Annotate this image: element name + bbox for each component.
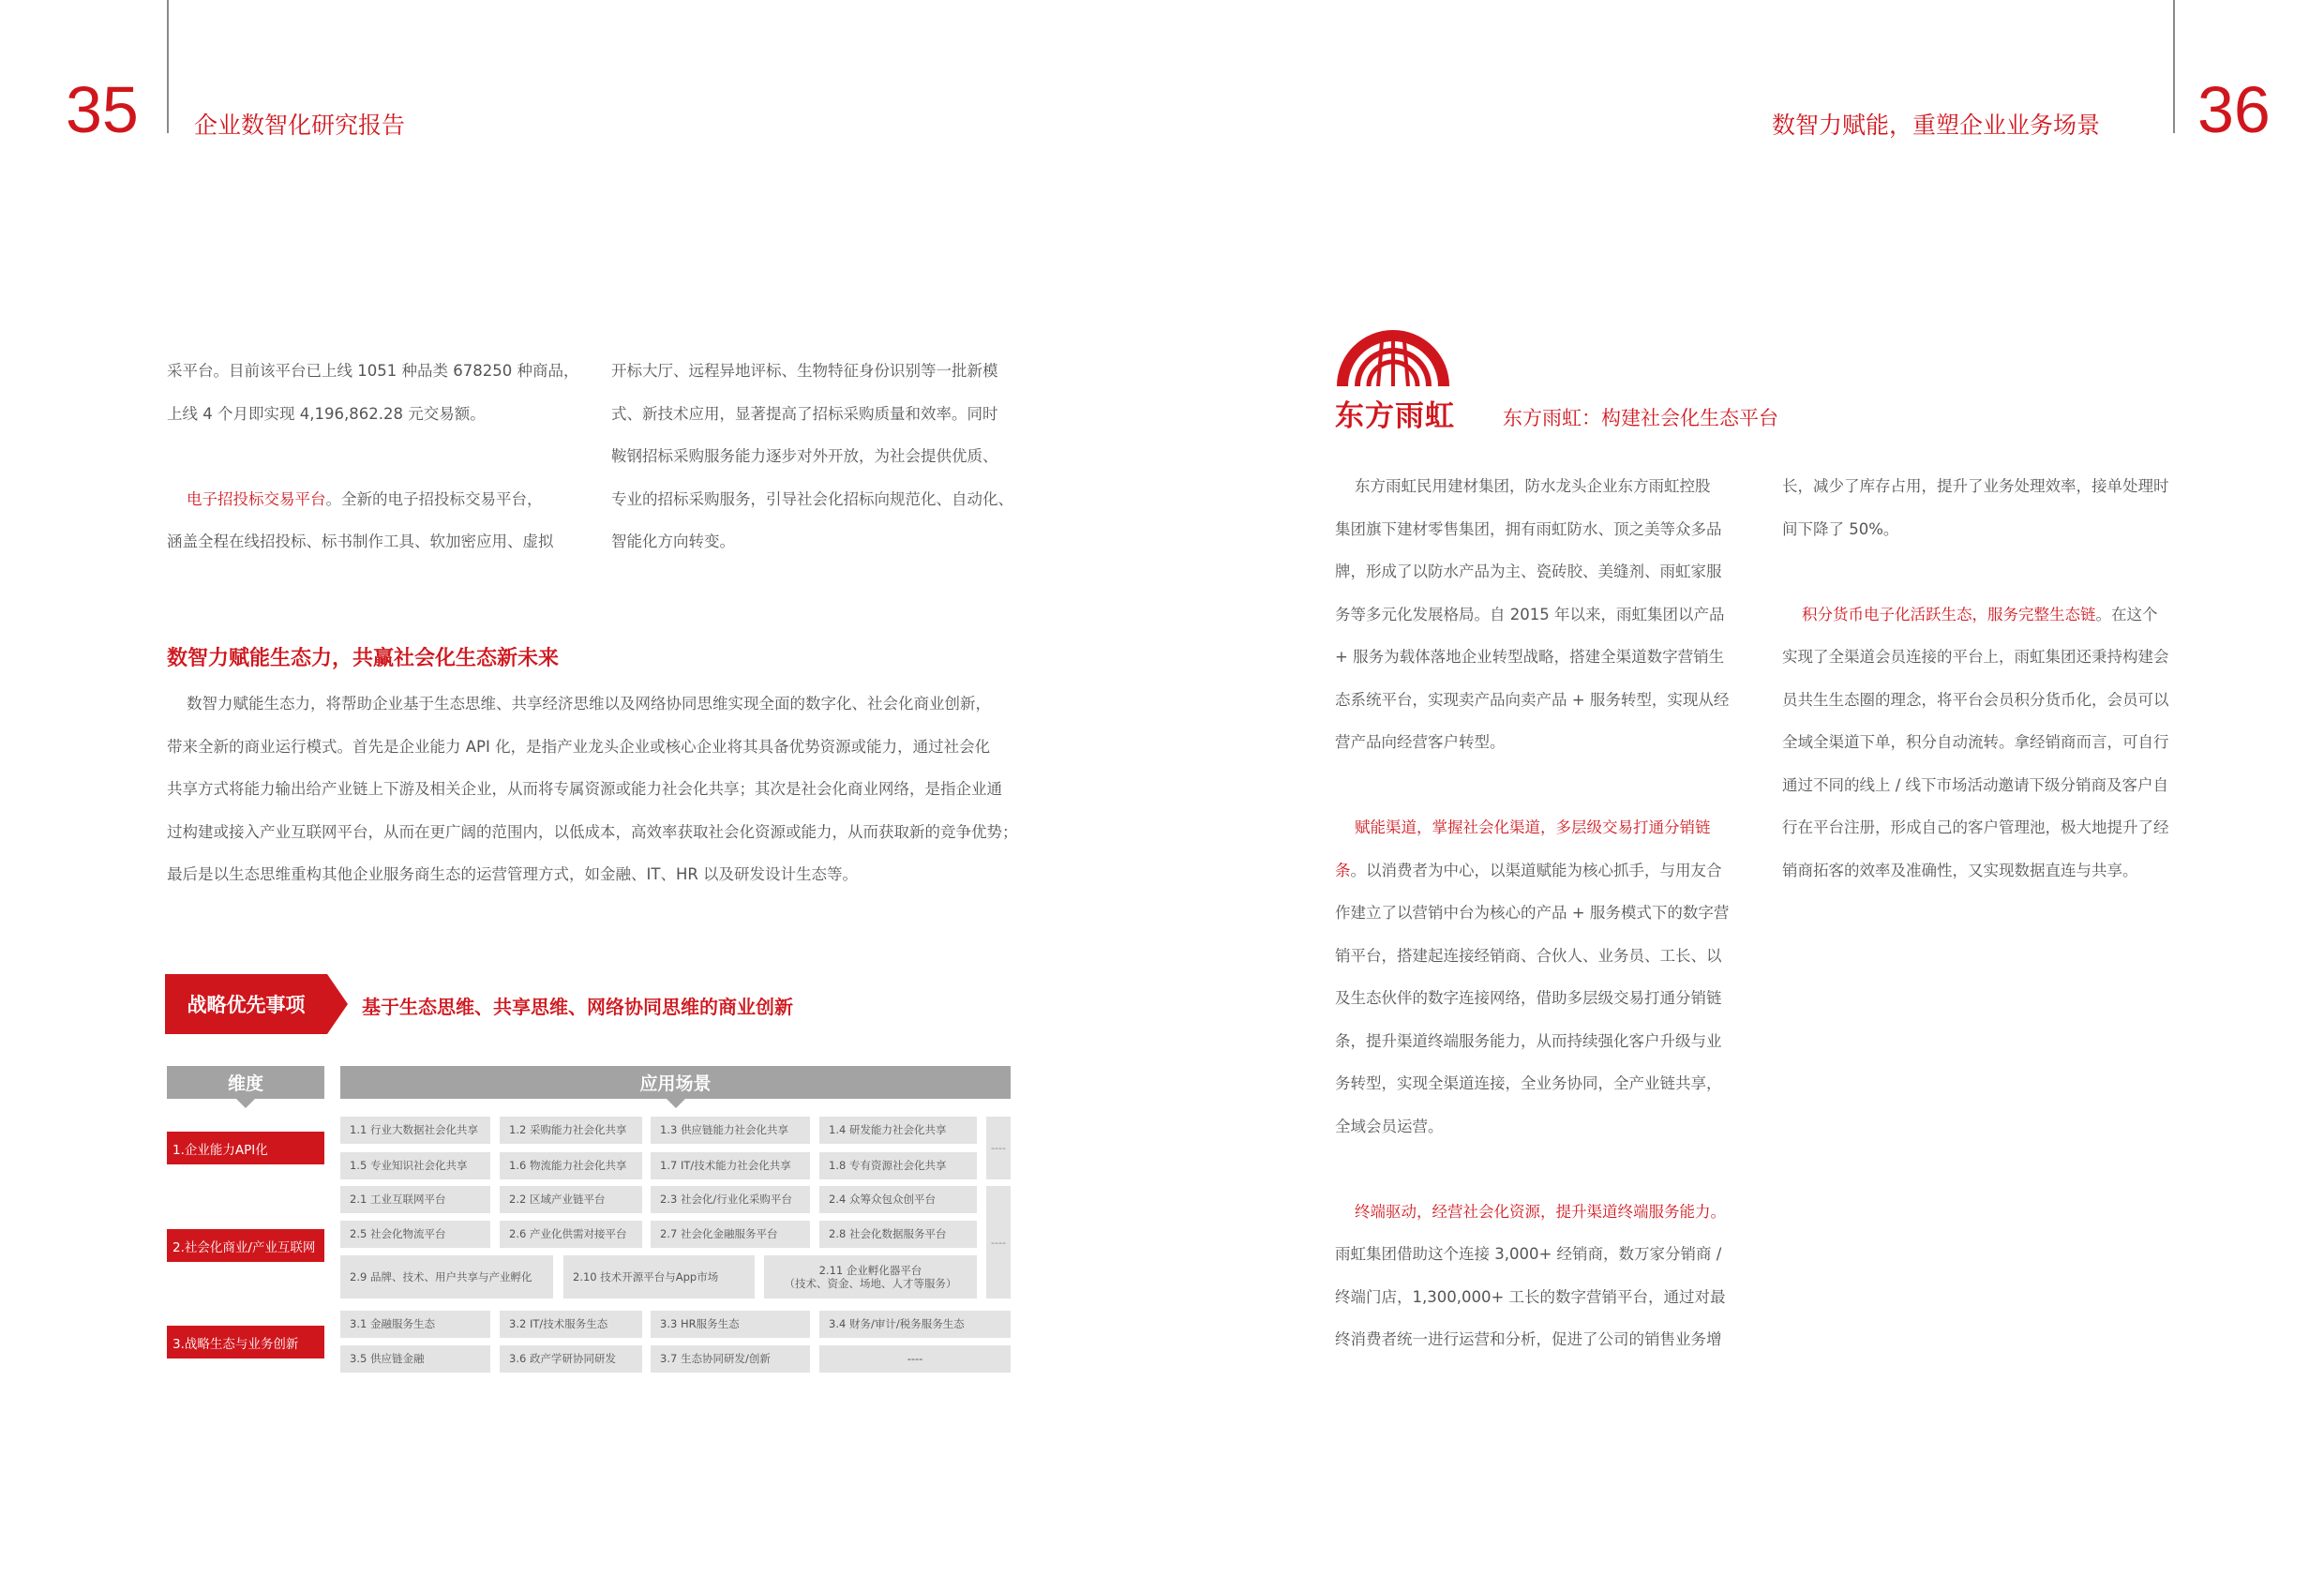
text-line: 通过不同的线上 / 线下市场活动邀请下级分销商及客户自 xyxy=(1782,775,2169,794)
scenario-cell: 1.4 研发能力社会化共享 xyxy=(819,1117,977,1144)
scenario-cell: 2.7 社会化金融服务平台 xyxy=(651,1221,810,1248)
dimension-label: 1.企业能力API化 xyxy=(167,1132,324,1164)
text-line: 条，提升渠道终端服务能力，从而持续强化客户升级与业 xyxy=(1335,1031,1722,1050)
left-col1 xyxy=(167,350,579,563)
text-line: 作建立了以营销中台为核心的产品 + 服务模式下的数字营 xyxy=(1335,904,1730,922)
text-line xyxy=(1335,849,1747,893)
para-lead: 终端驱动，经营社会化资源，提升渠道终端服务能力。 xyxy=(1335,1202,1726,1221)
blank-line xyxy=(167,435,579,478)
scenario-cell: 3.4 财务/审计/税务服务生态 xyxy=(819,1311,1011,1338)
right-header-divider xyxy=(2173,0,2175,133)
scenario-cell: 3.6 政产学研协同研发 xyxy=(500,1345,642,1373)
right-col2 xyxy=(1782,465,2195,892)
text-line: 数智力赋能生态力，将帮助企业基于生态思维、共享经济思维以及网络协同思维实现全面的数字化、社会化商业创新， xyxy=(167,695,991,713)
scenario-cell: 1.6 物流能力社会化共享 xyxy=(500,1152,642,1179)
para-rest: 。在这个 xyxy=(2095,605,2158,623)
text-line: 终消费者统一进行运营和分析，促进了公司的销售业务增 xyxy=(1335,1330,1722,1348)
scenario-cell: 2.2 区域产业链平台 xyxy=(500,1186,642,1213)
blank-line xyxy=(1335,1148,1747,1191)
scenario-cell: 3.5 供应链金融 xyxy=(340,1345,490,1373)
text-line: 全域全渠道下单，积分自动流转。拿经销商而言，可自行 xyxy=(1782,733,2169,751)
para-lead: 赋能渠道，掌握社会化渠道，多层级交易打通分销链 xyxy=(1335,818,1711,836)
text-line: 实现了全渠道会员连接的平台上，雨虹集团还秉持构建会 xyxy=(1782,648,2169,666)
text-line: 涵盖全程在线招投标、标书制作工具、软加密应用、虚拟 xyxy=(167,533,554,551)
text-line: 采平台。目前该平台已上线 1051 种品类 678250 种商品， xyxy=(167,362,579,380)
text-line: 开标大厅、远程异地评标、生物特征身份识别等一批新模 xyxy=(611,362,998,380)
scenario-cell: 2.9 品牌、技术、用户共享与产业孵化 xyxy=(340,1255,553,1298)
para-lead: 积分货币电子化活跃生态，服务完整生态链 xyxy=(1782,605,2096,623)
scenario-cell: 2.10 技术开源平台与App市场 xyxy=(563,1255,755,1298)
scenario-cell: 2.1 工业互联网平台 xyxy=(340,1186,490,1213)
scenario-cell: 3.2 IT/技术服务生态 xyxy=(500,1311,642,1338)
more-indicator: ---- xyxy=(986,1186,1011,1298)
right-col1 xyxy=(1335,465,1747,1361)
text-line: 销商拓客的效率及准确性，又实现数据直连与共享。 xyxy=(1782,861,2138,879)
dimension-label: 2.社会化商业/产业互联网 xyxy=(167,1229,324,1262)
right-page-number: 36 xyxy=(2197,73,2271,146)
left-header-divider xyxy=(167,0,169,133)
text-line: 共享方式将能力输出给产业链上下游及相关企业，从而将专属资源或能力社会化共享；其次是社会化商业网络，是指企业通 xyxy=(167,780,1002,799)
text-line: 全域会员运营。 xyxy=(1335,1117,1444,1135)
text-line: 牌，形成了以防水产品为主、瓷砖胶、美缝剂、雨虹家服 xyxy=(1335,563,1722,580)
right-running-header: 数智力赋能，重塑企业业务场景 xyxy=(1771,112,2100,139)
scenario-cell: 3.7 生态协同研发/创新 xyxy=(651,1345,810,1373)
scenario-cell: 1.3 供应链能力社会化共享 xyxy=(651,1117,810,1144)
column-header-dimension: 维度 xyxy=(167,1066,324,1099)
scenario-cell: 2.5 社会化物流平台 xyxy=(340,1221,490,1248)
section-body xyxy=(167,683,1018,896)
left-col2 xyxy=(611,350,1024,563)
text-line xyxy=(1782,593,2195,637)
scenario-cell: 2.3 社会化/行业化采购平台 xyxy=(651,1186,810,1213)
para-rest: 。以消费者为中心，以渠道赋能为核心抓手，与用友合 xyxy=(1350,861,1722,879)
scenario-cell: 3.1 金融服务生态 xyxy=(340,1311,490,1338)
strategy-tag: 战略优先事项 xyxy=(165,974,327,1034)
rainbow-arch-logo-icon xyxy=(1335,315,1451,386)
case-title: 东方雨虹：构建社会化生态平台 xyxy=(1503,407,1778,429)
text-line: 鞍钢招标采购服务能力逐步对外开放，为社会提供优质、 xyxy=(611,447,998,466)
text-line: 集团旗下建材零售集团，拥有雨虹防水、顶之美等众多品 xyxy=(1335,519,1722,538)
scenario-cell: 2.4 众筹众包众创平台 xyxy=(819,1186,977,1213)
scenario-cell: ---- xyxy=(819,1345,1011,1373)
left-running-header: 企业数智化研究报告 xyxy=(194,112,406,139)
column-header-scenario: 应用场景 xyxy=(340,1066,1011,1099)
more-indicator: ---- xyxy=(986,1117,1011,1179)
scenario-cell: 2.11 企业孵化器平台 （技术、资金、场地、人才等服务） xyxy=(764,1255,977,1298)
para-lead: 电子招投标交易平台 xyxy=(186,489,326,508)
text-line: 式、新技术应用，显著提高了招标采购质量和效率。同时 xyxy=(611,404,998,423)
strategy-tag-arrow xyxy=(327,974,348,1034)
scenario-cell: 1.2 采购能力社会化共享 xyxy=(500,1117,642,1144)
scenario-cell: 1.8 专有资源社会化共享 xyxy=(819,1152,977,1179)
blank-line xyxy=(1335,764,1747,807)
text-line: 营产品向经营客户转型。 xyxy=(1335,733,1506,751)
scenario-cell: 1.7 IT/技术能力社会化共享 xyxy=(651,1152,810,1179)
text-line: 雨虹集团借助这个连接 3,000+ 经销商，数万家分销商 / xyxy=(1335,1245,1722,1263)
text-line: 间下降了 50%。 xyxy=(1782,519,1899,538)
strategy-subtitle: 基于生态思维、共享思维、网络协同思维的商业创新 xyxy=(362,996,793,1018)
text-line xyxy=(167,478,579,521)
left-page-number: 35 xyxy=(66,73,139,146)
text-line: 上线 4 个月即实现 4,196,862.28 元交易额。 xyxy=(167,404,486,423)
text-line: 终端门店，1,300,000+ 工长的数字营销平台，通过对最 xyxy=(1335,1287,1726,1306)
text-line: 务等多元化发展格局。自 2015 年以来，雨虹集团以产品 xyxy=(1335,605,1725,623)
section-title: 数智力赋能生态力，共赢社会化生态新未来 xyxy=(167,647,560,670)
scenario-cell: 2.8 社会化数据服务平台 xyxy=(819,1221,977,1248)
text-line: 长，减少了库存占用，提升了业务处理效率，接单处理时 xyxy=(1782,477,2169,495)
text-line: 及生态伙伴的数字连接网络，借助多层级交易打通分销链 xyxy=(1335,989,1722,1007)
scenario-cell: 3.3 HR服务生态 xyxy=(651,1311,810,1338)
text-line: 过构建或接入产业互联网平台，从而在更广阔的范围内，以低成本，高效率获取社会化资源或能力，从而获取新的竞争优势； xyxy=(167,822,1018,841)
para-rest: 。全新的电子招投标交易平台， xyxy=(325,489,543,508)
brand-logo-text: 东方雨虹 xyxy=(1335,399,1455,433)
text-line: 智能化方向转变。 xyxy=(611,533,735,551)
text-line: 东方雨虹民用建材集团，防水龙头企业东方雨虹控股 xyxy=(1335,477,1711,495)
blank-line xyxy=(1782,550,2195,593)
dimension-label: 3.战略生态与业务创新 xyxy=(167,1326,324,1358)
text-line: 务转型，实现全渠道连接，全业务协同，全产业链共享， xyxy=(1335,1074,1722,1092)
text-line: + 服务为载体落地企业转型战略，搭建全渠道数字营销生 xyxy=(1335,648,1725,666)
scenario-cell: 1.1 行业大数据社会化共享 xyxy=(340,1117,490,1144)
text-line: 带来全新的商业运行模式。首先是企业能力 API 化，是指产业龙头企业或核心企业将其具备优势资源或能力，通过社会化 xyxy=(167,737,991,756)
text-line: 最后是以生态思维重构其他企业服务商生态的运营管理方式，如金融、IT、HR 以及研发设计生态等。 xyxy=(167,865,859,884)
text-line: 专业的招标采购服务，引导社会化招标向规范化、自动化、 xyxy=(611,489,1013,508)
text-line: 员共生生态圈的理念，将平台会员积分货币化，会员可以 xyxy=(1782,690,2169,709)
text-line: 行在平台注册，形成自己的客户管理池，极大地提升了经 xyxy=(1782,818,2169,836)
text-line: 态系统平台，实现卖产品向卖产品 + 服务转型，实现从经 xyxy=(1335,690,1730,709)
para-lead: 条 xyxy=(1335,861,1351,879)
scenario-cell: 1.5 专业知识社会化共享 xyxy=(340,1152,490,1179)
scenario-cell: 2.6 产业化供需对接平台 xyxy=(500,1221,642,1248)
text-line: 销平台，搭建起连接经销商、合伙人、业务员、工长、以 xyxy=(1335,946,1722,965)
